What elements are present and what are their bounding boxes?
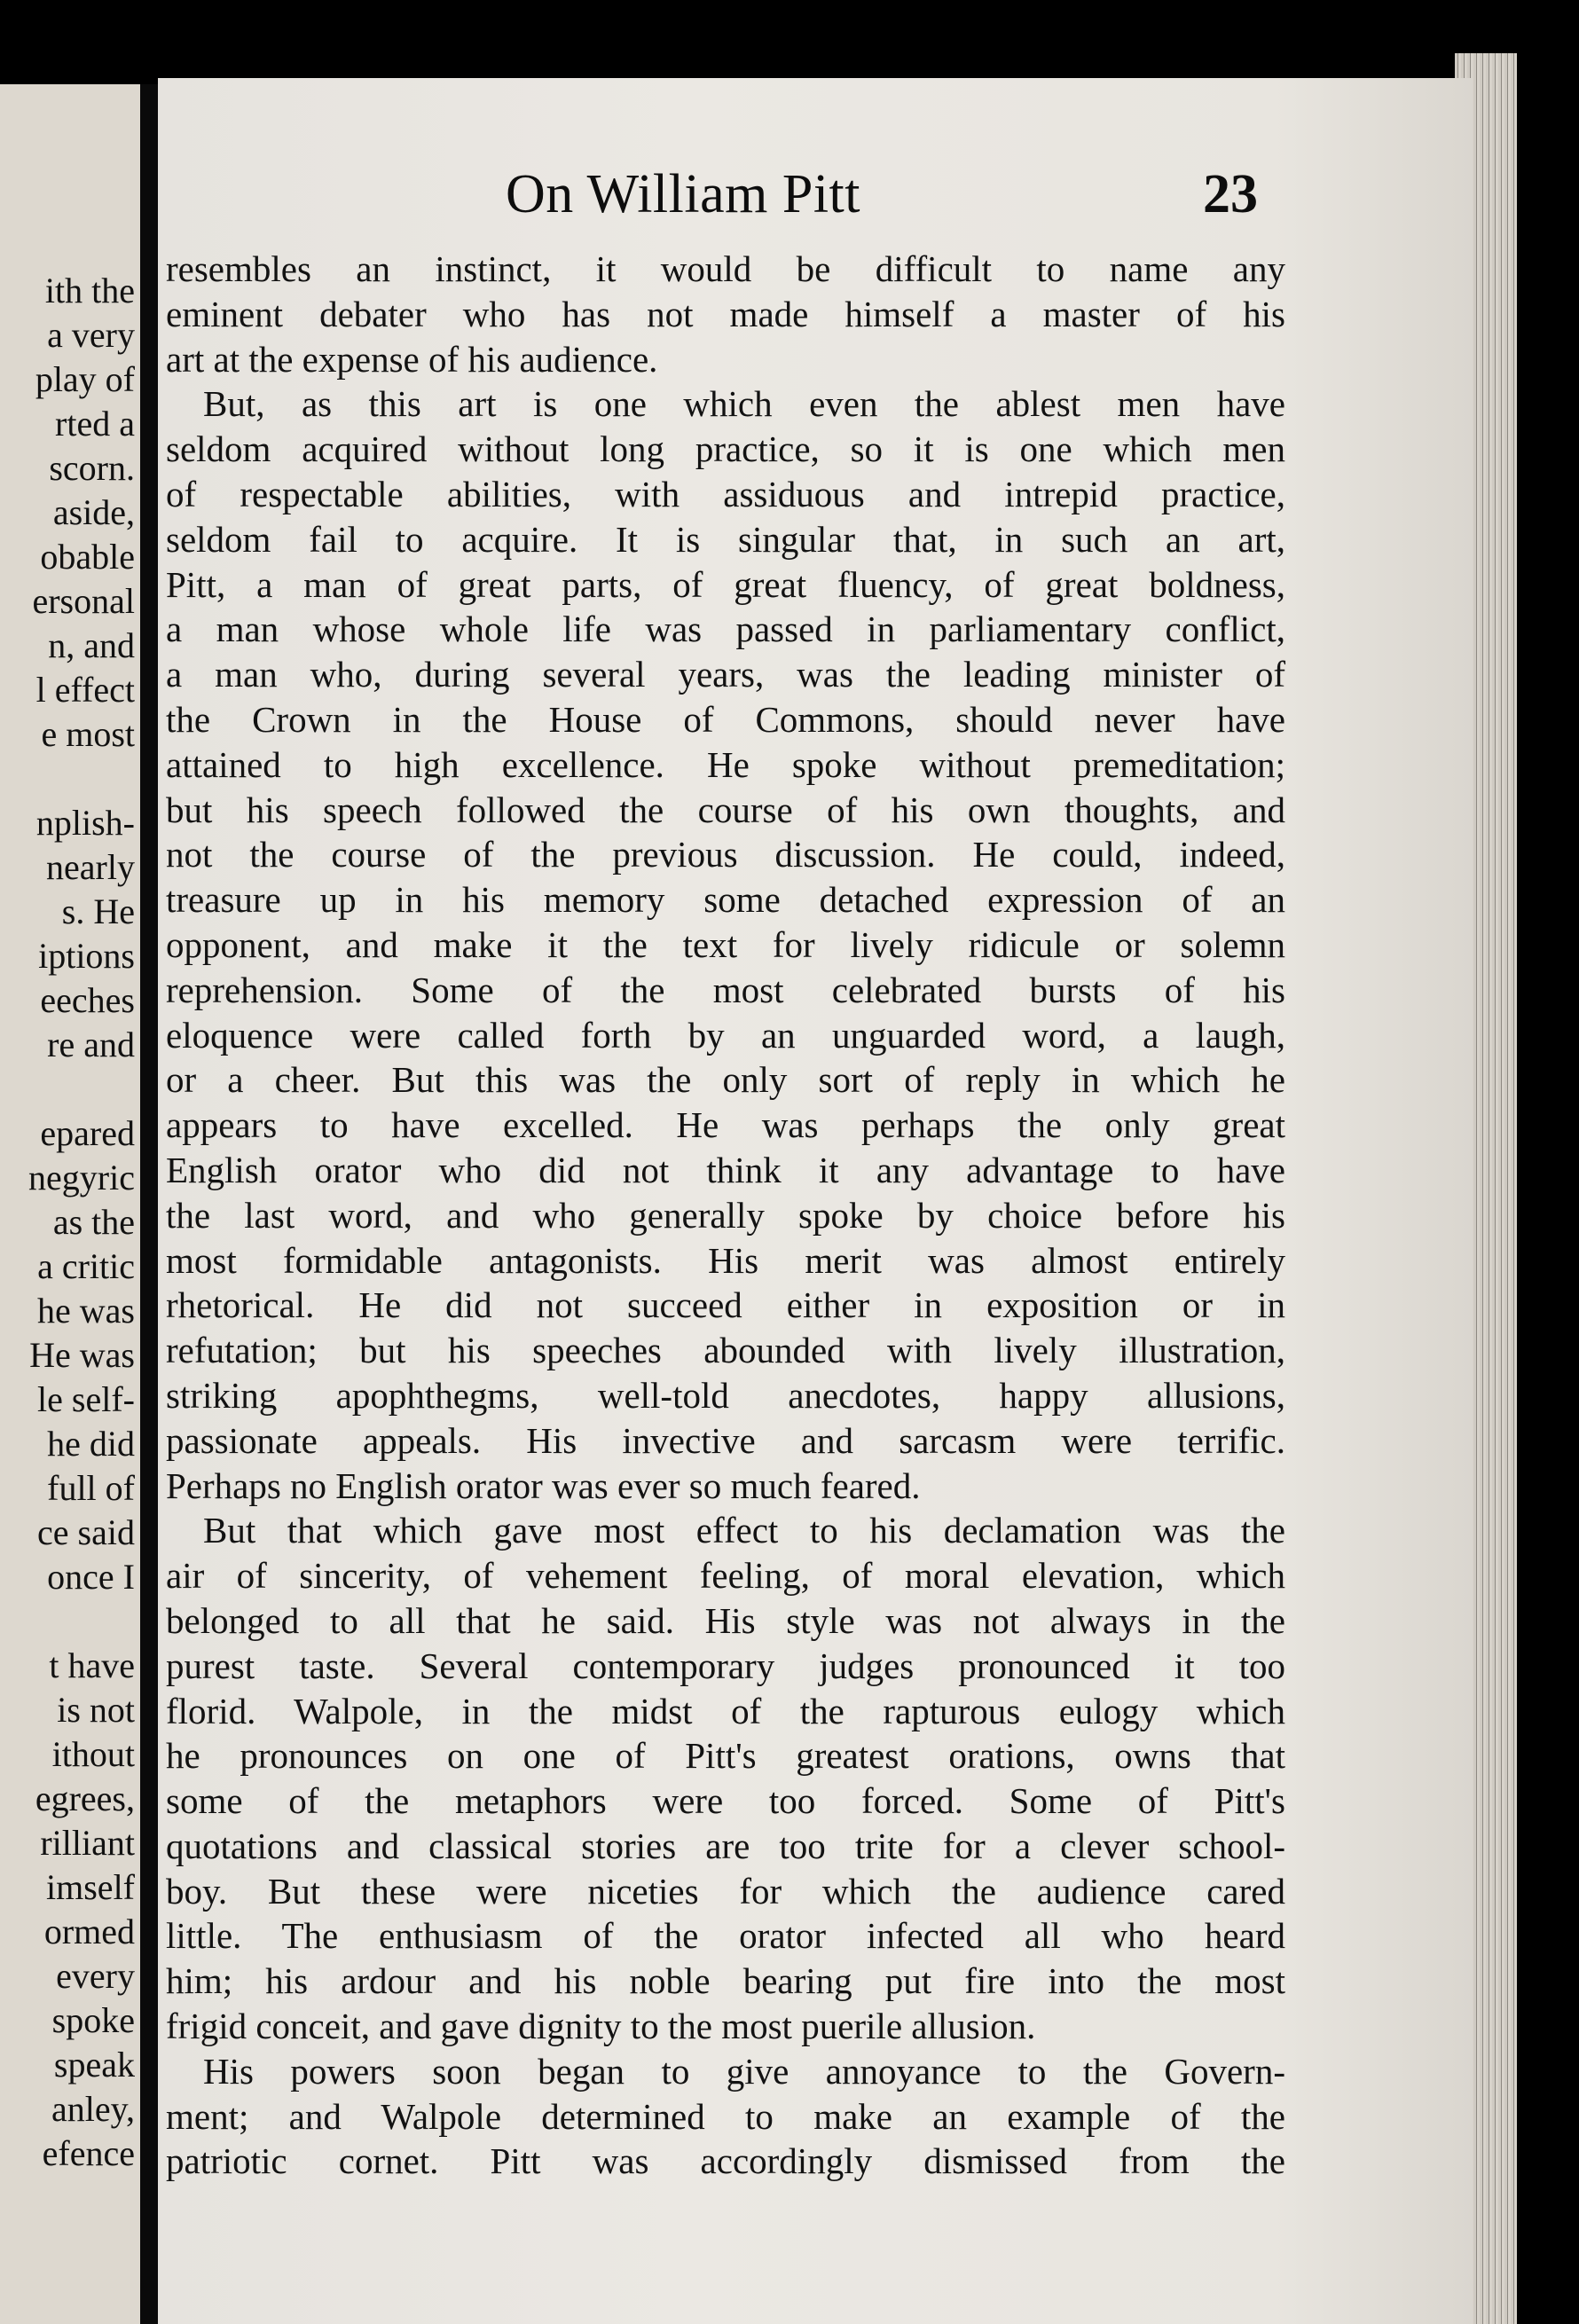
previous-page-line: scorn.: [49, 448, 135, 488]
running-title: On William Pitt: [506, 164, 860, 224]
book-page: [158, 78, 1473, 2324]
previous-page-line: ersonal: [32, 581, 135, 621]
text-line: frigid conceit, and gave dignity to the most puerile allusion.: [166, 2006, 1036, 2047]
text-line: English orator who did not think it any advantage to have: [166, 1149, 1285, 1190]
text-line: most formidable antagonists. His merit was almost entirely: [166, 1239, 1285, 1281]
previous-page-line: egrees,: [35, 1778, 135, 1818]
previous-page-line: ce said: [37, 1512, 135, 1552]
text-line: appears to have excelled. He was perhaps the only great: [166, 1104, 1285, 1146]
text-line: striking apophthegms, well-told anecdotes, happy allusions,: [166, 1374, 1285, 1416]
text-line: but his speech followed the course of his own thoughts, and: [166, 789, 1285, 830]
text-line: of respectable abilities, with assiduous and intrepid practice,: [166, 473, 1285, 514]
text-line: patriotic cornet. Pitt was accordingly dismissed from the: [166, 2140, 1285, 2182]
previous-page-line: negyric: [28, 1158, 135, 1197]
previous-page-line: rted a: [55, 404, 135, 444]
text-line: a man whose whole life was passed in parliamentary conflict,: [166, 608, 1285, 650]
previous-page-line: l effect: [35, 670, 135, 710]
text-line: air of sincerity, of vehement feeling, of moral elevation, which: [166, 1555, 1285, 1597]
text-line: him; his ardour and his noble bearing put fire into the most: [166, 1960, 1285, 2002]
previous-page-line: rilliant: [40, 1823, 135, 1863]
text-line: purest taste. Several contemporary judges pronounced it too: [166, 1645, 1285, 1686]
previous-page-line: once I: [47, 1557, 135, 1597]
previous-page-line: is not: [57, 1690, 135, 1730]
previous-page-line: eeches: [40, 980, 135, 1020]
text-line: opponent, and make it the text for lively ridicule or solemn: [166, 923, 1285, 965]
previous-page-line: imself: [46, 1867, 135, 1907]
previous-page-line: [28, 1067, 135, 1111]
text-line: resembles an instinct, it would be difficult to name any: [166, 248, 1285, 289]
text-line: rhetorical. He did not succeed either in exposition or in: [166, 1284, 1285, 1326]
previous-page-line: a very: [47, 315, 135, 355]
previous-page-line: every: [56, 1956, 135, 1996]
text-line: eloquence were called forth by an unguarded word, a laugh,: [166, 1014, 1285, 1056]
text-line: attained to high excellence. He spoke without premeditation;: [166, 743, 1285, 785]
text-line: belonged to all that he said. His style was not always in the: [166, 1599, 1285, 1641]
previous-page-line: ithout: [51, 1734, 135, 1774]
previous-page-line: e most: [41, 714, 135, 754]
previous-page-line: anley,: [51, 2089, 135, 2129]
previous-page-line: He was: [29, 1335, 135, 1375]
previous-page-line: [28, 757, 135, 801]
text-line: ment; and Walpole determined to make an example of the: [166, 2095, 1285, 2137]
text-line: eminent debater who has not made himself a master of his: [166, 293, 1285, 334]
previous-page-line: aside,: [52, 492, 135, 532]
text-line: art at the expense of his audience.: [166, 338, 658, 380]
text-line: boy. But these were niceties for which the audience cared: [166, 1870, 1285, 1912]
previous-page-line: iptions: [38, 936, 135, 976]
previous-page-text: [28, 269, 135, 2176]
text-line: But, as this art is one which even the ablest men have: [203, 383, 1285, 425]
previous-page-line: obable: [40, 537, 135, 577]
previous-page-line: t have: [49, 1645, 135, 1685]
text-line: or a cheer. But this was the only sort of reply in which he: [166, 1059, 1285, 1101]
previous-page-line: nearly: [46, 847, 135, 887]
text-line: His powers soon began to give annoyance to the Govern-: [203, 2050, 1285, 2092]
previous-page-line: he was: [37, 1291, 135, 1331]
text-line: florid. Walpole, in the midst of the rapturous eulogy which: [166, 1690, 1285, 1731]
body-text: [166, 247, 1285, 2184]
previous-page-line: ith the: [44, 271, 135, 310]
text-line: the Crown in the House of Commons, should never have: [166, 698, 1285, 740]
page-number: 23: [1203, 164, 1258, 224]
previous-page-line: epared: [40, 1113, 135, 1153]
text-line: little. The enthusiasm of the orator infected all who heard: [166, 1915, 1285, 1957]
text-line: Perhaps no English orator was ever so much feared.: [166, 1464, 921, 1506]
text-line: treasure up in his memory some detached expression of an: [166, 879, 1285, 921]
previous-page-line: play of: [35, 359, 135, 399]
text-line: But that which gave most effect to his declamation was the: [203, 1510, 1285, 1551]
previous-page-line: a critic: [37, 1246, 135, 1286]
text-line: seldom fail to acquire. It is singular that, in such an art,: [166, 518, 1285, 560]
text-line: seldom acquired without long practice, so it is one which men: [166, 428, 1285, 470]
previous-page-line: re and: [47, 1025, 135, 1064]
text-line: passionate appeals. His invective and sarcasm were terrific.: [166, 1419, 1285, 1461]
previous-page-line: nplish-: [35, 803, 135, 843]
previous-page-line: as the: [52, 1202, 135, 1242]
previous-page-line: n, and: [48, 625, 135, 665]
text-line: some of the metaphors were too forced. Some of Pitt's: [166, 1780, 1285, 1822]
text-line: Pitt, a man of great parts, of great fluency, of great boldness,: [166, 563, 1285, 605]
text-line: he pronounces on one of Pitt's greatest orations, owns that: [166, 1735, 1285, 1777]
previous-page-line: s. He: [61, 891, 135, 931]
book-gutter: [140, 84, 158, 2324]
previous-page-line: efence: [42, 2133, 135, 2173]
previous-page-line: le self-: [37, 1379, 135, 1419]
text-line: a man who, during several years, was the leading minister of: [166, 654, 1285, 695]
previous-page-line: spoke: [51, 2000, 135, 2040]
previous-page-line: full of: [47, 1468, 135, 1508]
running-head: [158, 163, 1473, 234]
previous-page-fragment: [0, 84, 140, 2324]
text-line: quotations and classical stories are too trite for a clever school-: [166, 1825, 1285, 1866]
previous-page-line: [28, 1599, 135, 1644]
previous-page-line: he did: [47, 1424, 135, 1464]
text-line: not the course of the previous discussion. He could, indeed,: [166, 834, 1285, 875]
text-line: refutation; but his speeches abounded with lively illustration,: [166, 1330, 1285, 1371]
text-line: reprehension. Some of the most celebrated bursts of his: [166, 969, 1285, 1010]
text-line: the last word, and who generally spoke by choice before his: [166, 1194, 1285, 1236]
previous-page-line: ormed: [43, 1912, 135, 1951]
previous-page-line: speak: [53, 2045, 135, 2085]
